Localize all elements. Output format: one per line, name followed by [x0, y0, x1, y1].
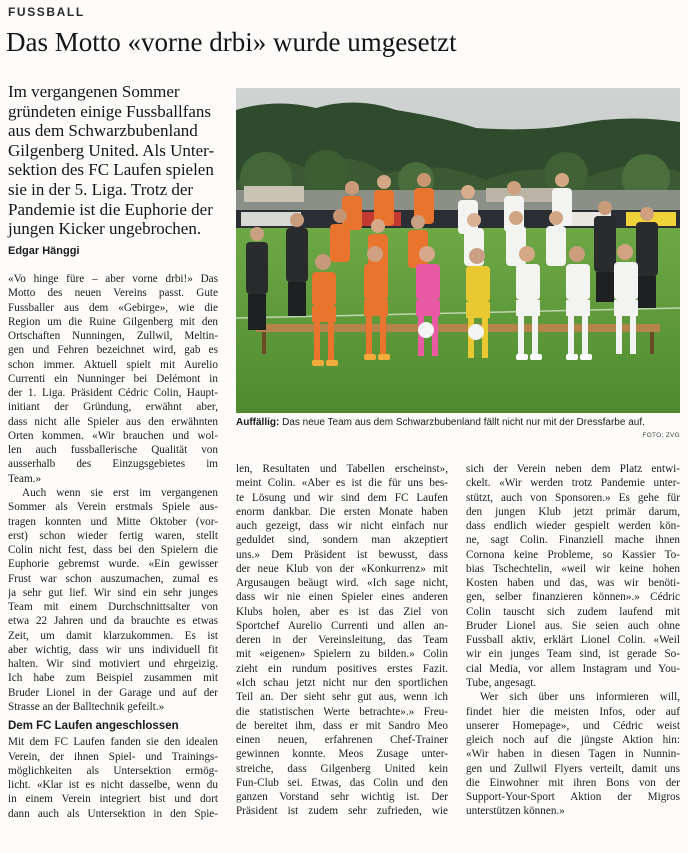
article-line: Frust war schon auszumachen, zumal es [8, 572, 218, 585]
article-line: dass endlich wieder gespielt werden kön- [466, 520, 680, 533]
article-line: unterstützen können.» [466, 805, 565, 818]
article-line: Tube, angesagt. [466, 676, 537, 689]
article-line: Argusaugen beäugt wird. «Ich sage nicht, [236, 577, 448, 590]
article-line: mit «eigenen» Spielern zu bilden.» Colin [236, 648, 448, 661]
article-line: Auch wenn sie erst im vergangenen [22, 486, 218, 499]
article-line: Support-Your-Sport Aktion der Migros [466, 791, 680, 804]
article-line: geduldet sind, sondern man akzeptiert [236, 534, 448, 547]
article-line: dass nicht alle Spieler aus den erwähnten [8, 415, 218, 428]
article-line: halten. Wir sind motiviert und ehrgeizig. [8, 658, 218, 671]
article-column-1 [8, 272, 218, 821]
article-line: gewinnen konnte. Meos Zusage unter- [236, 748, 448, 761]
author-byline: Edgar Hänggi [8, 245, 80, 257]
article-line: «Vo hinge füre – aber vorne drbi!» Das [8, 273, 218, 285]
article-line: Teil an. Der sieht sehr gut aus, wenn ich [236, 691, 448, 704]
article-line: erst) schon wieder fertig waren, stellt [8, 529, 218, 542]
article-line: sich der Verein neben dem Platz entwi- [466, 463, 680, 475]
article-line: Motto des neuen Vereins passt. Gute [8, 287, 218, 300]
article-line: Ich habe zum Beispiel zusammen mit [8, 672, 218, 685]
article-line: uns.» Dem Präsident ist bewusst, dass [236, 548, 448, 561]
article-line: Team.» [8, 472, 42, 485]
article-line: Strasse an der Balltechnik gefeilt.» [8, 700, 165, 713]
article-line: Currenti ein Nunninger bei Delémont in [8, 372, 218, 385]
article-line: Klubs holen, aber es ist das Ziel von [236, 605, 448, 618]
article-line: Mit dem FC Laufen fanden sie den idealen [8, 736, 218, 749]
lead-paragraph: Im vergangenen Sommer gründeten einige Fussballfans aus dem Schwarzbubenland Gilgenberg United. Als Unter- sektion des FC Laufen spielen sie in der 5. Liga. Trotz der Pandemie ist die Euphorie der jungen Kicker ungebrochen. [8, 82, 215, 239]
article-line: bias Tschechtelin, «weil wir keine hohen [466, 562, 680, 575]
article-line: Wer sich über uns informieren will, [480, 691, 680, 704]
article-line: Verein, der ihnen Spiel- und Trainings- [8, 750, 218, 763]
article-line: einen neuen, erfahrenen Chef-Trainer [236, 734, 448, 747]
article-line: cial Media, vor allem Instagram und You- [466, 662, 680, 675]
caption-text: Das neue Team aus dem Schwarzbubenland fällt nicht nur mit der Dressfarbe auf. [279, 417, 645, 428]
article-line: der neue Klub von der «Konkurrenz» mit [236, 562, 448, 575]
article-line: den jungen Klub jetzt primär darum, [466, 505, 680, 518]
article-line: initiant der Gründung, erwähnt aber, [8, 401, 218, 414]
article-line: zieht ein rundum positives erstes Fazit. [236, 662, 448, 675]
article-line: Cornona keine Probleme, so Kassier To- [466, 548, 680, 561]
article-line: schon immer. Aktuell spielt mit Aurelio [8, 358, 218, 371]
article-line: findet hier die meisten Infos, oder auf [466, 705, 680, 718]
article-line: ganzen Vorstand sehr wichtig ist. Der [236, 791, 448, 804]
article-line: Sommer als Verein erstmals Spiele aus- [8, 501, 218, 514]
article-line: enorm dankbar. Die ersten Monate haben [236, 505, 448, 518]
article-line: unserer Homepage», und Cédric weist [466, 719, 680, 732]
article-line: gleich noch auf die jüngste Aktion hin: [466, 734, 680, 747]
article-line: Präsident ist zudem sehr zufrieden, wie [236, 805, 448, 818]
article-line: Fussballer aus dem «Gebirge», wie die [8, 301, 218, 314]
article-line: Euphorie gebremst wurde. «Ein gewisser [8, 558, 218, 571]
article-column-3 [466, 462, 680, 819]
article-line: der 1. Liga. Präsident Cédric Colin, Haupt- [8, 387, 218, 400]
article-line: licht. «Klar ist es nicht dasselbe, wenn du [8, 779, 218, 792]
article-line: gen und Fehren bezeichnet wird, gab es [8, 344, 218, 357]
article-line: möglichkeiten als Untersektion ermög- [8, 764, 218, 777]
caption-label: Auffällig: [236, 417, 280, 428]
article-line: streiche, dass Gilgenberg United kein [236, 762, 448, 775]
article-line: aber wichtig, dass wir uns individuell fit [8, 643, 218, 656]
article-line: «Ich schau jetzt nicht nur den sportlichen [236, 676, 448, 689]
article-line: Team mit einem Durchschnittsalter von [8, 601, 218, 614]
article-line: ckelt. «Wir werden trotz Pandemie unter- [466, 477, 680, 490]
article-line: Ortschaften Nunningen, Zullwil, Meltin- [8, 330, 218, 343]
article-line: auch gezeigt, dass wir nicht einfach nur [236, 520, 448, 533]
article-line: len, Resultaten und Tabellen erscheinst», [236, 463, 448, 475]
article-line: Fussball aktiv, erklärt Lionel Colin. «Weil [466, 634, 680, 647]
article-line: len auch fussballerische Qualität von [8, 444, 218, 457]
article-line: Bruder Lionel in der Garage und auf der [8, 686, 218, 699]
photo-credit: FOTO: ZVG [642, 432, 680, 439]
team-photo [236, 88, 680, 413]
article-line: etwa 22 Jahren und da brauchte es etwas [8, 615, 218, 628]
article-line: Bruder Lionel aus. Sie seien auch ohne [466, 619, 680, 632]
article-line: gen und Zullwil Flyers verteilt, damit uns [466, 762, 680, 775]
article-line: deren in der Vereinsleitung, das Team [236, 634, 448, 647]
article-line: ja sehr gut lief. Wir sind ein sehr junges [8, 586, 218, 599]
article-line: Zeit, um damit klarzukommen. Es ist [8, 629, 218, 642]
article-line: de bereitet ihm, dass er mit Sandro Meo [236, 719, 448, 732]
article-column-2 [236, 462, 448, 819]
article-subhead: Dem FC Laufen angeschlossen [8, 720, 179, 733]
article-line: Colin tauscht sich zudem laufend mit [466, 605, 680, 618]
article-line: Orten kommen. «Wir brauchen und wol- [8, 429, 218, 442]
article-line: in einem Verein integriert bist und dort [8, 793, 218, 806]
article-line: Sportchef Aurelio Currenti und allen an- [236, 619, 448, 632]
article-line: meint Colin. «Aber es ist die für uns bes- [236, 477, 448, 490]
article-line: die Einwohner mit ihren Bons von der [466, 776, 680, 789]
article-line: Colin nicht fest, dass bei den Spielern die [8, 544, 218, 557]
article-line: stützt, auch von Sponsoren.» Es gehe für [466, 491, 680, 504]
article-line: die statistischen Werte betrachte».» Freu- [236, 705, 448, 718]
photo-caption [236, 417, 680, 429]
article-line: tragen konnten und Mitte Oktober (vor- [8, 515, 218, 528]
article-line: ne, sagt Colin. Finanziell mache ihnen [466, 534, 680, 547]
article-line: te Lösung und wir sind dem FC Laufen [236, 491, 448, 504]
article-line: Fun-Club sei. Etwas, das Colin und den [236, 776, 448, 789]
article-line: dann auch als Untersektion in den Spie- [8, 807, 218, 820]
section-kicker: FUSSBALL [8, 5, 85, 19]
headline: Das Motto «vorne drbi» wurde umgesetzt [6, 27, 457, 57]
article-line: Region um die Ruine Gilgenberg mit den [8, 315, 218, 328]
article-line: «Wir haben in diesen Tagen in Nunnin- [466, 748, 680, 761]
article-line: Kosten haben und das, was wir benöti- [466, 577, 680, 590]
article-line: dass wir nie einen Spieler eines anderen [236, 591, 448, 604]
article-line: ausserhalb des Einzugsgebietes im [8, 458, 218, 471]
article-line: wir ein junges Team sind, ist gerade So- [466, 648, 680, 661]
article-line: gen, selber finanzieren können».» Cédric [466, 591, 680, 604]
